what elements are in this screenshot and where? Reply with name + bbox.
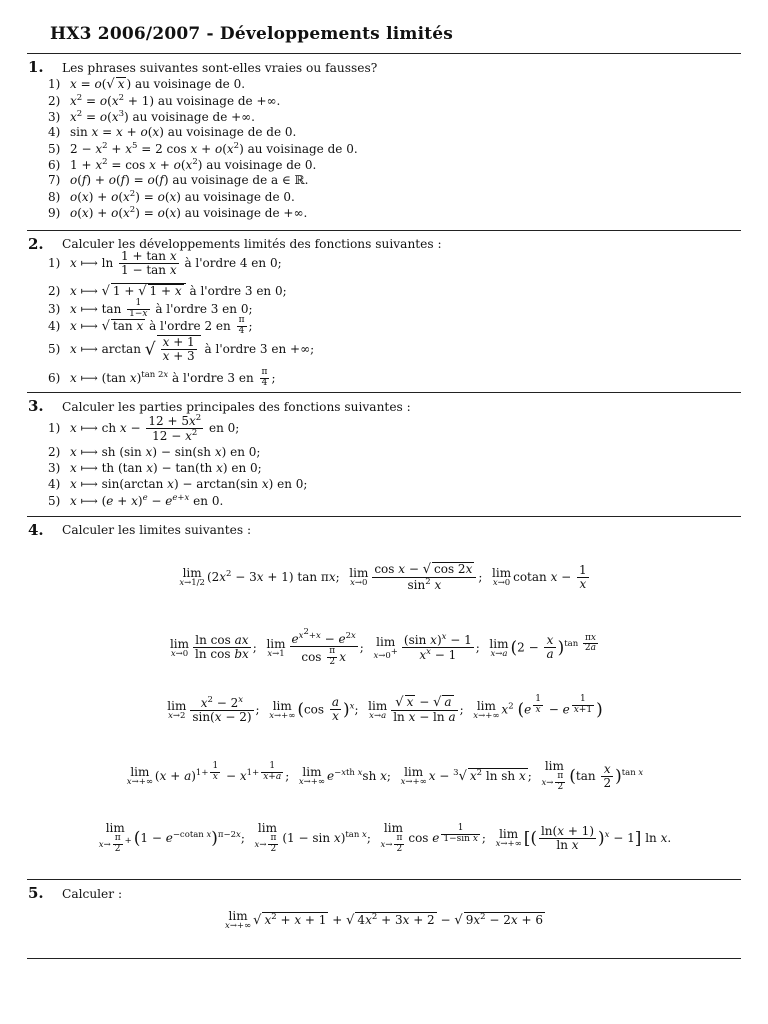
limits-row-5: lim x→ $\frac{\pi}{2}$ + $(1 - e^{-cotan x})^{\pi-2x}$; lim x→ $\frac{\pi}{2}$ $(1 - \sin x)^{tan x}$; lim x→ $\frac{\pi}{2}$ cos e $^{\frac{1}{\text{1−sin x}}}$ ; lim x→+∞ [( $\frac{\ln(x + 1)}{\text{ln x}}$ )$^x$ − 1] ln x. bbox=[98, 821, 672, 854]
ex1-item-7: 7) o(f) + o(f) = o(f) au voisinage de a ∈ ℝ. bbox=[48, 173, 309, 187]
ex3-item-5: 5) x ⟼ $(e + x)^e - e^{e+x}$ en 0. bbox=[48, 493, 224, 508]
ex2-item-3: 3) x ⟼ tan $\frac{1}{1-x}$ à l'ordre 3 en 0; bbox=[48, 298, 253, 319]
ex3-item-3: 3) x ⟼ th (tan x) − tan(th x) en 0; bbox=[48, 461, 262, 475]
ex3-item-4: 4) x ⟼ sin(arctan x) − arctan(sin x) en 0; bbox=[48, 477, 308, 491]
ex1-item-2: 2) $x^2 = o(x^2 + 1)$ au voisinage de +∞. bbox=[48, 93, 281, 108]
exercise-2-intro: Calculer les développements limités des fonctions suivantes : bbox=[62, 237, 442, 251]
exercise-3-intro: Calculer les parties principales des fonctions suivantes : bbox=[62, 400, 411, 414]
divider bbox=[27, 230, 741, 231]
exercise-4-number: 4. bbox=[28, 521, 44, 539]
divider bbox=[27, 958, 741, 959]
exercise-1-number: 1. bbox=[28, 58, 44, 76]
exercise-5-intro: Calculer : bbox=[62, 887, 123, 901]
ex1-item-9: 9) $o(x) + o(x^2) = o(x)$ au voisinage de +∞. bbox=[48, 205, 308, 220]
ex3-item-1: 1) x ⟼ ch x − $\frac{12 + 5x^2}{12 - x^2}$ en 0; bbox=[48, 413, 240, 444]
exercise-3-number: 3. bbox=[28, 397, 44, 415]
page-title: HX3 2006/2007 - Développements limités bbox=[50, 24, 454, 44]
ex2-item-5: 5) x ⟼ arctan √ $\frac{x + 1}{x + 3}$ à l'ordre 3 en +∞; bbox=[48, 335, 315, 364]
ex1-item-6: 6) $1 + x^2 = \cos x + o(x^2)$ au voisinage de 0. bbox=[48, 157, 317, 172]
ex2-item-1: 1) x ⟼ ln $\frac{\text{1 + tan x}}{\text{1 − tan x}}$ à l'ordre 4 en 0; bbox=[48, 249, 282, 278]
ex1-item-4: 4) sin x = x + o(x) au voisinage de de 0. bbox=[48, 125, 297, 139]
divider bbox=[27, 392, 741, 393]
limits-row-2: lim x→0 $\frac{\text{ln cos ax}}{\text{ln cos bx}}$ ; lim x→1 $e^{x^2+x} - e^{2x}$ cos $\frac{\pi}{2}$ x ; lim x→0+ $\frac{(\sin x)^x - 1}{x^x - 1}$ ; lim x→a (2 − $\frac{x}{a}$ )$^{tan \frac{\pi x}{2a}}$ bbox=[169, 627, 597, 667]
limits-row-3: lim x→2 $\frac{x^2 - 2^x}{\sin(x - 2)}$ ; lim x→+∞ (cos $\frac{a}{x}$ )$^x$; lim x→a $\frac{√ x - √ a}{\text{ln x − ln a}}$ ; lim x→+∞ $x^2$ (e $^{\frac{1}{x}}$ − e $^{\frac{1}{x+1}}$ ) bbox=[167, 694, 603, 725]
exercise-1-intro: Les phrases suivantes sont-elles vraies ou fausses? bbox=[62, 61, 378, 75]
ex1-item-8: 8) $o(x) + o(x^2) = o(x)$ au voisinage de 0. bbox=[48, 189, 295, 204]
ex1-item-3: 3) $x^2 = o(x^3)$ au voisinage de +∞. bbox=[48, 109, 255, 124]
exercise-5-number: 5. bbox=[28, 884, 44, 902]
ex1-item-5: 5) $2 - x^2 + x^5 = 2$ $\cos x + o(x^2)$ au voisinage de 0. bbox=[48, 141, 358, 156]
exercise-4-intro: Calculer les limites suivantes : bbox=[62, 523, 252, 537]
ex2-item-6: 6) x ⟼ (tan x)$^{tan 2x}$ à l'ordre 3 en $\frac{\pi}{4}$ ; bbox=[48, 367, 276, 388]
divider bbox=[27, 879, 741, 880]
exercise-2-number: 2. bbox=[28, 235, 44, 253]
limits-row-1: lim x→1/2 $(2x^2 - 3x + 1)$ tan πx; lim x→0 $\frac{\text{cos x − √ cos 2x}}{\sin^2 x}$ ; lim x→0 cotan x − $\frac{1}{x}$ bbox=[179, 562, 587, 593]
ex5-limit: lim x→+∞ √ $x^2 + x + 1$ + √ $4x^2 + 3x + 2$ − √ $9x^2 - 2x + 6$ bbox=[225, 909, 543, 931]
divider bbox=[27, 53, 741, 54]
ex3-item-2: 2) x ⟼ sh (sin x) − sin(sh x) en 0; bbox=[48, 445, 261, 459]
ex2-item-2: 2) x ⟼ √ 1 + √ 1 + x à l'ordre 3 en 0; bbox=[48, 284, 287, 299]
limits-row-4: lim x→+∞ $(x + a)^{1+ \frac{1}{x}}$ − $x^{1+ \frac{1}{x+a}}$ ; lim x→+∞ $e^{-xth x}sh$ x; lim x→+∞ x − $^3$√ $x^2$ ln sh x ; lim x→ $\frac{\pi}{2}$ (tan $\frac{x}{2}$ )$^{tan x}$ bbox=[126, 759, 644, 792]
divider bbox=[27, 516, 741, 517]
ex1-item-1: 1) x = o(√ x ) au voisinage de 0. bbox=[48, 77, 246, 92]
ex2-item-4: 4) x ⟼ √ tan x à l'ordre 2 en $\frac{\pi}{4}$ ; bbox=[48, 315, 253, 336]
